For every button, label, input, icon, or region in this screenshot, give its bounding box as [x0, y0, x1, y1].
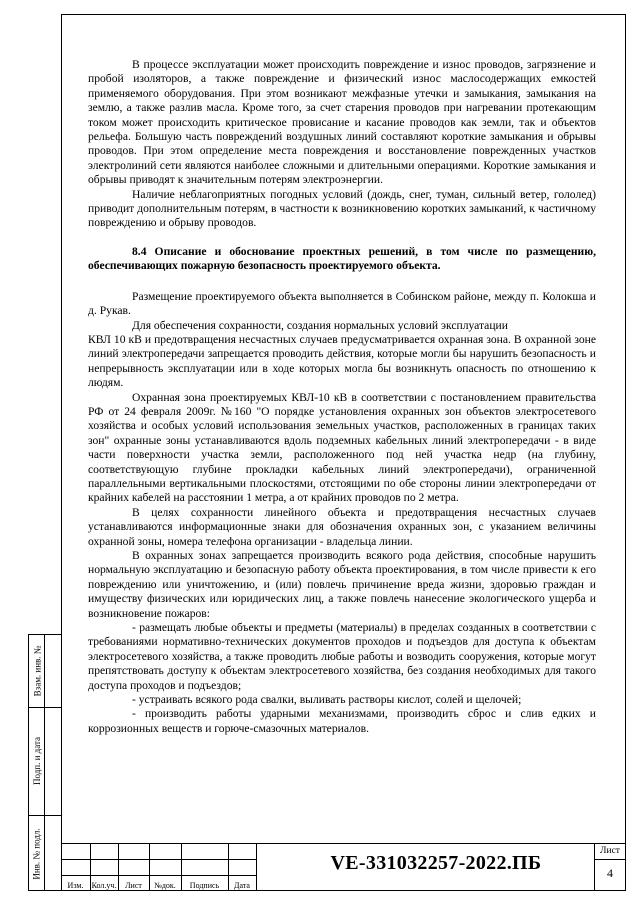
sheet-label: Лист — [600, 846, 620, 856]
sidebar-podp-label: Подп. и дата — [32, 736, 42, 786]
document-code: VE-331032257-2022.ПБ — [330, 852, 542, 874]
paragraph: Для обеспечения сохранности, создания нормальных условий эксплуатации — [132, 318, 508, 332]
paragraph: Наличие неблагоприятных погодных условий (дождь, снег, туман, сильный ветер, гололед) приводит дополнительным потерям, в частности к возникновению коротких замыканий, к частичному повреждению и обрыву проводов. — [88, 187, 596, 230]
stamp-izm: Изм. — [67, 881, 84, 890]
paragraph: КВЛ 10 кВ и предотвращения несчастных случаев предусматривается охранная зона. В охранной зоне линий электропередачи запрещается проводить действия, которые могли бы нарушить безопасность и непрерывность эксплуатации или в ходе которых могла бы возникнуть опасность по отношению к людям. — [88, 332, 596, 390]
title-block — [61, 843, 626, 891]
paragraph: В охранных зонах запрещается производить всякого рода действия, способные нарушить нормальную эксплуатацию и безопасную работу объекта проектирования, в том числе привести к его повреждению или уничтожению, и (или) повлечь причинение вреда жизни, здоровью граждан и имуществу физических или юридических лиц, а также повлечь нанесение экологического ущерба и возникновение пожаров: — [88, 549, 596, 620]
sheet-number: 4 — [607, 866, 613, 880]
stamp-koluch: Кол.уч. — [91, 881, 117, 890]
stamp-list: Лист — [125, 881, 142, 890]
paragraph: В процессе эксплуатации может происходить повреждение и износ проводов, загрязнение и пробой изоляторов, а также повреждение и физический износ маслосодержащих емкостей применяемого оборудования. При этом возникают межфазные утечки и замыкания, замыкания на землю, а также разлив масла. Кроме того, за счет старения проводов при нагревании протекающим током может происходить критическое провисание и касание проводов как земли, так и объектов рельефа. Большую часть повреждений воздушных линий составляют короткие замыкания и обрывы проводов. При этом определение места повреждения и восстановление поврежденных участков электролиний сети являются наиболее сложными и длительными операциями. Короткие замыкания и обрывы приводят к значительным потерям электроэнергии. — [88, 58, 596, 187]
section-heading: 8.4 Описание и обоснование проектных решений, в том числе по размещению, обеспечивающих пожарную безопасность проектируемого объекта. — [88, 244, 596, 273]
sidebar-inv-label: Инв. № подл. — [32, 827, 42, 880]
stamp-podpis: Подпись — [189, 881, 220, 890]
document-body — [88, 58, 596, 736]
paragraph: Охранная зона проектируемых КВЛ-10 кВ в соответствии с постановлением правительства РФ от 24 февраля 2009г. №160 "О порядке установления охранных зон объектов электросетевого хозяйства и особых условий использования земельных участков, расположенных в границах таких зон" охранные зоны устанавливаются вдоль подземных кабельных линий электропередачи - в виде части поверхности участка земли, расположенного под ней участка недр (на глубину, соответствующую глубине прокладки кабельных линий электропередачи), ограниченной параллельными вертикальными плоскостями, отстоящими по обе стороны линии электропередачи от крайних кабелей на расстоянии 1 метра, а от крайних проводов по 2 метра. — [88, 390, 596, 505]
paragraph: Размещение проектируемого объекта выполняется в Собинском районе, между п. Колокша и д. Рукав. — [88, 289, 596, 318]
sidebar-vzam-label: Взам. инв. № — [32, 645, 42, 697]
stamp-ndok: №док. — [154, 881, 176, 890]
stamp-data: Дата — [234, 881, 250, 890]
list-item: - устраивать всякого рода свалки, выливать растворы кислот, солей и щелочей; — [132, 693, 522, 707]
paragraph: В целях сохранности линейного объекта и предотвращения несчастных случаев устанавливаются информационные знаки для обозначения охранных зон, с указанием величины охранной зоны, номера телефона организации - владельца линии. — [88, 505, 596, 548]
side-stamp — [28, 634, 61, 891]
list-item: - производить работы ударными механизмами, производить сброс и слив едких и коррозионных веществ и горюче-смазочных материалов. — [88, 707, 596, 735]
list-item: - размещать любые объекты и предметы (материалы) в пределах созданных в соответствии с требованиями нормативно-технических документов проходов и подъездов для доступа к объектам электросетевого хозяйства, а также проводить любые работы и возводить сооружения, которые могут препятствовать доступу к объектам электросетевого хозяйства, без создания необходимых для такого доступа проходов и подъездов; — [88, 621, 596, 692]
